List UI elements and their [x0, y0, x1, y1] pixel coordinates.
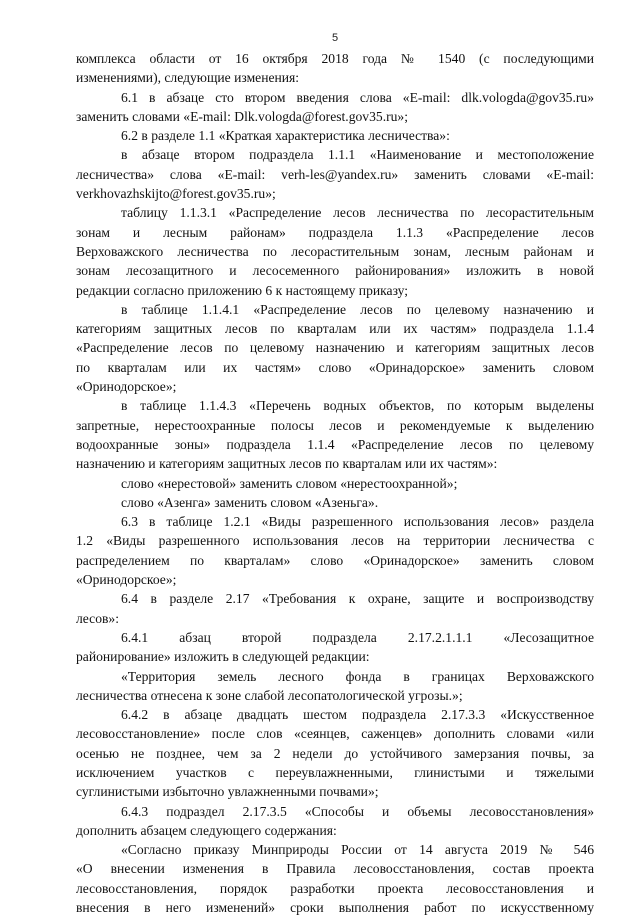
- text-line: дополнить абзацем следующего содержания:: [76, 822, 337, 838]
- text-line: 6.1 в абзаце сто втором введения слова «E-mail: dlk.vologda@gov35.ru»: [121, 89, 594, 105]
- text-line: лесничества отнесена к зоне слабой лесопатологической угрозы.»;: [76, 687, 463, 703]
- page-number: 5: [331, 32, 339, 44]
- text-line: исключением участков с переувлажненными, глинистыми и тяжелыми: [76, 764, 594, 780]
- text-line: в абзаце втором подраздела 1.1.1 «Наименование и местоположение: [121, 147, 594, 163]
- text-line: «Оринодорское»;: [76, 572, 177, 588]
- text-line: суглинистыми избыточно увлажненными почвами»;: [76, 784, 379, 800]
- text-line: заменить словами «E-mail: Dlk.vologda@forest.gov35.ru»;: [76, 108, 408, 124]
- text-line: лесничества» слова «E-mail: verh-les@yandex.ru» заменить словами «E-mail:: [76, 166, 594, 182]
- text-line: слово «Азенга» заменить словом «Азеньга».: [121, 494, 379, 510]
- text-line: 6.3 в таблице 1.2.1 «Виды разрешенного использования лесов» раздела: [121, 514, 594, 530]
- text-line: «Распределение лесов по целевому назначению и категориям защитных лесов: [76, 340, 594, 356]
- text-line: распределением по кварталам» слово «Оринадорское» заменить словом: [76, 552, 594, 568]
- text-line: осенью не позднее, чем за 2 недели до устойчивого замерзания почвы, за: [76, 745, 594, 761]
- document-body: [76, 49, 594, 917]
- text-line: Верховажского лесничества по лесорастительным зонам, лесным районам и: [76, 243, 594, 259]
- text-line: «Согласно приказу Минприроды России от 14 августа 2019 № 546: [121, 842, 594, 858]
- text-line: районирование» изложить в следующей редакции:: [76, 649, 370, 665]
- text-line: 6.2 в разделе 1.1 «Краткая характеристика лесничества»:: [121, 128, 450, 144]
- document-page: [76, 0, 594, 916]
- text-line: внесения в него изменений» сроки выполнения работ по искусственному: [76, 900, 594, 916]
- text-line: 6.4.1 абзац второй подраздела 2.17.2.1.1.1 «Лесозащитное: [121, 629, 594, 645]
- text-line: запретные, нерестоохранные полосы лесов и рекомендуемые к выделению: [76, 417, 594, 433]
- text-line: verkhovazhskijto@forest.gov35.ru»;: [76, 186, 276, 202]
- text-line: назначению и категориям защитных лесов по кварталам или их частям»:: [76, 456, 498, 472]
- text-line: слово «нерестовой» заменить словом «нерестоохранной»;: [121, 475, 458, 491]
- text-line: изменениями), следующие изменения:: [76, 70, 300, 86]
- text-line: лесовосстановления, порядок разработки проекта лесовосстановления и: [76, 880, 594, 896]
- text-line: 6.4.3 подраздел 2.17.3.5 «Способы и объемы лесовосстановления»: [121, 803, 594, 819]
- text-line: лесовосстановление» после слов «сеянцев, саженцев» дополнить словами «или: [76, 726, 594, 742]
- text-line: по кварталам или их частям» слово «Оринадорское» заменить словом: [76, 359, 594, 375]
- text-line: зонам лесозащитного и лесосеменного районирования» изложить в новой: [76, 263, 594, 279]
- text-line: в таблице 1.1.4.1 «Распределение лесов по целевому назначению и: [121, 301, 594, 317]
- text-line: таблицу 1.1.3.1 «Распределение лесов лесничества по лесорастительным: [121, 205, 594, 221]
- text-line: категориям защитных лесов по кварталам или их частям» подраздела 1.1.4: [76, 321, 594, 337]
- text-line: в таблице 1.1.4.3 «Перечень водных объектов, по которым выделены: [121, 398, 594, 414]
- text-line: «О внесении изменения в Правила лесовосстановления, состав проекта: [76, 861, 594, 877]
- text-line: водоохранные зоны» подраздела 1.1.4 «Распределение лесов по целевому: [76, 436, 594, 452]
- text-line: редакции согласно приложению 6 к настоящему приказу;: [76, 282, 409, 298]
- text-line: комплекса области от 16 октября 2018 года № 1540 (с последующими: [76, 51, 594, 66]
- text-line: 1.2 «Виды разрешенного использования лесов на территории лесничества с: [76, 533, 594, 549]
- text-line: 6.4 в разделе 2.17 «Требования к охране, защите и воспроизводству: [121, 591, 594, 607]
- text-line: 6.4.2 в абзаце двадцать шестом подраздела 2.17.3.3 «Искусственное: [121, 707, 594, 723]
- text-line: «Территория земель лесного фонда в границах Верховажского: [121, 668, 594, 684]
- text-line: зонам и лесным районам» подраздела 1.1.3 «Распределение лесов: [76, 224, 594, 240]
- text-line: лесов»:: [76, 610, 119, 626]
- text-line: «Оринодорское»;: [76, 379, 177, 395]
